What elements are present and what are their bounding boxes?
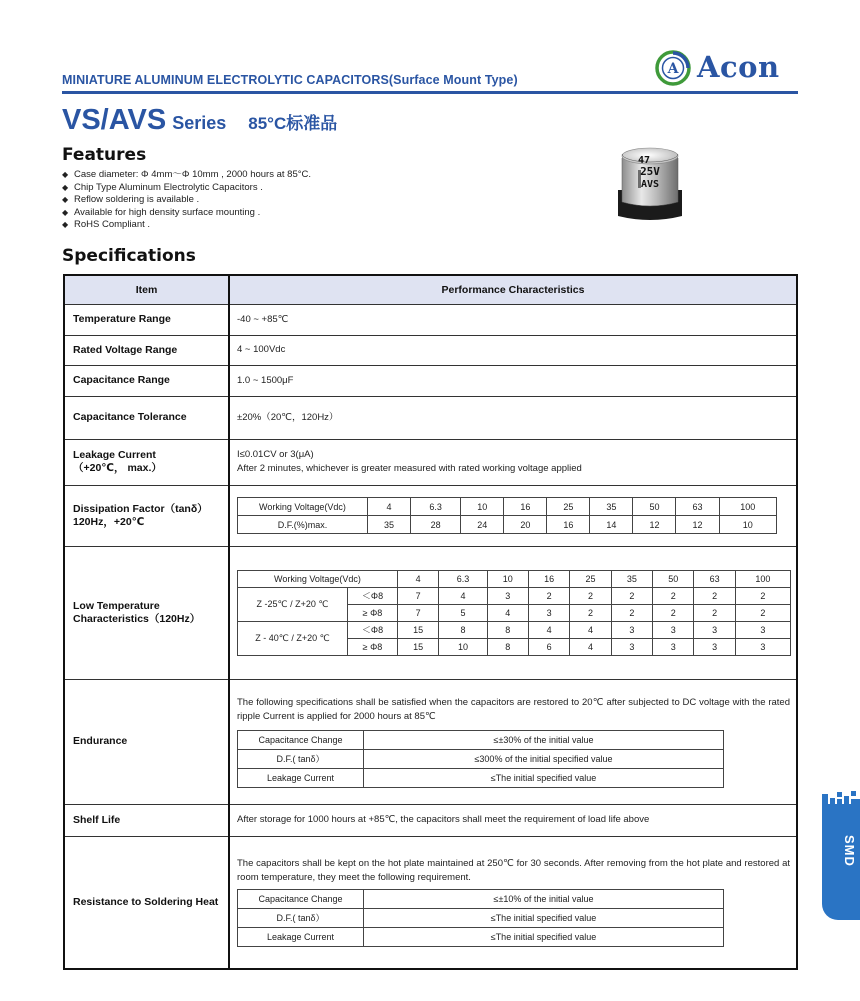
item-capacitance-tolerance: Capacitance Tolerance: [64, 396, 229, 439]
soldering-heat-text: The capacitors shall be kept on the hot plate maintained at 250℃ for 30 seconds. After removing from the hot plate and restored at room temperature, they meet the following requirement.: [237, 858, 790, 884]
table-row-dissipation-factor: [64, 485, 797, 546]
value-dissipation-factor: [229, 485, 797, 546]
feature-item: ◆ Chip Type Aluminum Electrolytic Capacitors .: [62, 181, 263, 193]
lt-g1-ge-row: ≥ Φ8 7 5 4 3 2 2 2 2 2: [238, 604, 791, 621]
table-row-rated-voltage: [64, 335, 797, 365]
table-row-shelf-life: [64, 804, 797, 836]
table-row-temperature-range: [64, 304, 797, 335]
lt-g2-ge-row: ≥ Φ8 15 10 8 6 4 3 3 3 3: [238, 638, 791, 655]
bullet-icon: ◆: [62, 220, 69, 229]
df-value-row: D.F.(%)max. 35 28 24 20 16 14 12 12 10: [238, 516, 777, 534]
lt-g2-lt-row: Z - 40℃ / Z+20 ℃ ＜Φ8 15 8 8 4 4 3 3 3 3: [238, 621, 791, 638]
table-row: Leakage Current ≤The initial specified value: [238, 928, 724, 947]
item-leakage-current: Leakage Current （+20℃， max.）: [64, 439, 229, 485]
bullet-icon: ◆: [62, 170, 69, 179]
item-endurance: Endurance: [64, 679, 229, 804]
logo-mark-letter: A: [667, 61, 679, 77]
table-row: Capacitance Change ≤±10% of the initial value: [238, 890, 724, 909]
table-row: Capacitance Change ≤±30% of the initial value: [238, 730, 724, 749]
table-row-capacitance-range: [64, 365, 797, 396]
document-header-title: MINIATURE ALUMINUM ELECTROLYTIC CAPACITORS(Surface Mount Type): [62, 73, 518, 87]
series-name: VS/AVS: [62, 104, 167, 136]
table-row-soldering-heat: [64, 836, 797, 969]
value-capacitance-tolerance: ±20%（20℃，120Hz）: [229, 396, 797, 439]
item-dissipation-factor: Dissipation Factor（tanδ） 120Hz，+20℃: [64, 485, 229, 546]
value-endurance: [229, 679, 797, 804]
bullet-icon: ◆: [62, 207, 69, 217]
item-temperature-range: Temperature Range: [64, 304, 229, 335]
value-shelf-life: After storage for 1000 hours at +85℃, the capacitors shall meet the requirement of load life above: [229, 804, 797, 836]
value-rated-voltage: 4 ~ 100Vdc: [229, 335, 797, 365]
item-rated-voltage: Rated Voltage Range: [64, 335, 229, 365]
table-row-leakage-current: [64, 439, 797, 485]
value-temperature-range: -40 ~ +85℃: [229, 304, 797, 335]
table-row-capacitance-tolerance: [64, 396, 797, 439]
soldering-requirements-table: [237, 889, 724, 947]
table-row: D.F.( tanδ） ≤300% of the initial specified value: [238, 749, 724, 768]
capacitor-product-image: [614, 146, 686, 222]
table-row: Leakage Current ≤The initial specified value: [238, 768, 724, 787]
column-header-item: Item: [64, 275, 229, 304]
specifications-heading: Specifications: [62, 246, 196, 266]
lt-g1-lt-row: Z -25℃ / Z+20 ℃ ＜Φ8 7 4 3 2 2 2 2 2 2: [238, 587, 791, 604]
endurance-text: The following specifications shall be satisfied when the capacitors are restored to 20℃ after subjected to DC voltage with the rated ripple Current is applied for 2000 hours at 85℃: [237, 696, 790, 722]
table-row: D.F.( tanδ） ≤The initial specified value: [238, 909, 724, 928]
header-divider: [62, 91, 798, 94]
table-row-low-temperature: [64, 546, 797, 679]
value-leakage-current: I≤0.01CV or 3(μA) After 2 minutes, whichever is greater measured with rated working voltage applied: [229, 439, 797, 485]
feature-item: ◆ Available for high density surface mounting .: [62, 206, 261, 218]
item-low-temperature: Low Temperature Characteristics（120Hz）: [64, 546, 229, 679]
smd-tab-label: SMD: [842, 835, 857, 867]
endurance-requirements-table: [237, 730, 724, 788]
feature-item: ◆ Reflow soldering is available .: [62, 194, 200, 205]
logo-text: Acon: [697, 50, 780, 84]
specifications-table: [63, 274, 798, 970]
df-voltage-row: Working Voltage(Vdc) 4 6.3 10 16 25 35 50 63 100: [238, 498, 777, 516]
capacitor-marking-voltage: 25V: [640, 165, 660, 178]
capacitor-marking-series: AVS: [640, 179, 660, 190]
pixel-decoration-icon: [822, 790, 860, 804]
column-header-performance: Performance Characteristics: [229, 275, 797, 304]
value-capacitance-range: 1.0 ~ 1500μF: [229, 365, 797, 396]
low-temperature-table: [237, 570, 791, 656]
item-soldering-heat: Resistance to Soldering Heat: [64, 836, 229, 969]
lt-voltage-row: Working Voltage(Vdc) 4 6.3 10 16 25 35 50 63 100: [238, 570, 791, 587]
value-low-temperature: [229, 546, 797, 679]
acon-logo-icon: [655, 50, 691, 86]
series-word: Series: [172, 113, 227, 133]
value-soldering-heat: [229, 836, 797, 969]
bullet-icon: ◆: [62, 195, 69, 204]
dissipation-factor-table: [237, 497, 777, 534]
features-heading: Features: [62, 145, 147, 165]
bullet-icon: ◆: [62, 182, 69, 192]
features-list: [62, 169, 311, 232]
acon-logo: [655, 48, 800, 88]
table-row-endurance: [64, 679, 797, 804]
series-title: [62, 104, 337, 137]
feature-item: ◆ RoHS Compliant .: [62, 219, 151, 230]
series-temperature: 85°C标准品: [248, 114, 338, 133]
item-capacitance-range: Capacitance Range: [64, 365, 229, 396]
item-shelf-life: Shelf Life: [64, 804, 229, 836]
feature-item: ◆ Case diameter: Φ 4mm～Φ 10mm , 2000 hours at 85°C.: [62, 169, 312, 180]
capacitor-marking-capacitance: 47: [637, 155, 651, 166]
